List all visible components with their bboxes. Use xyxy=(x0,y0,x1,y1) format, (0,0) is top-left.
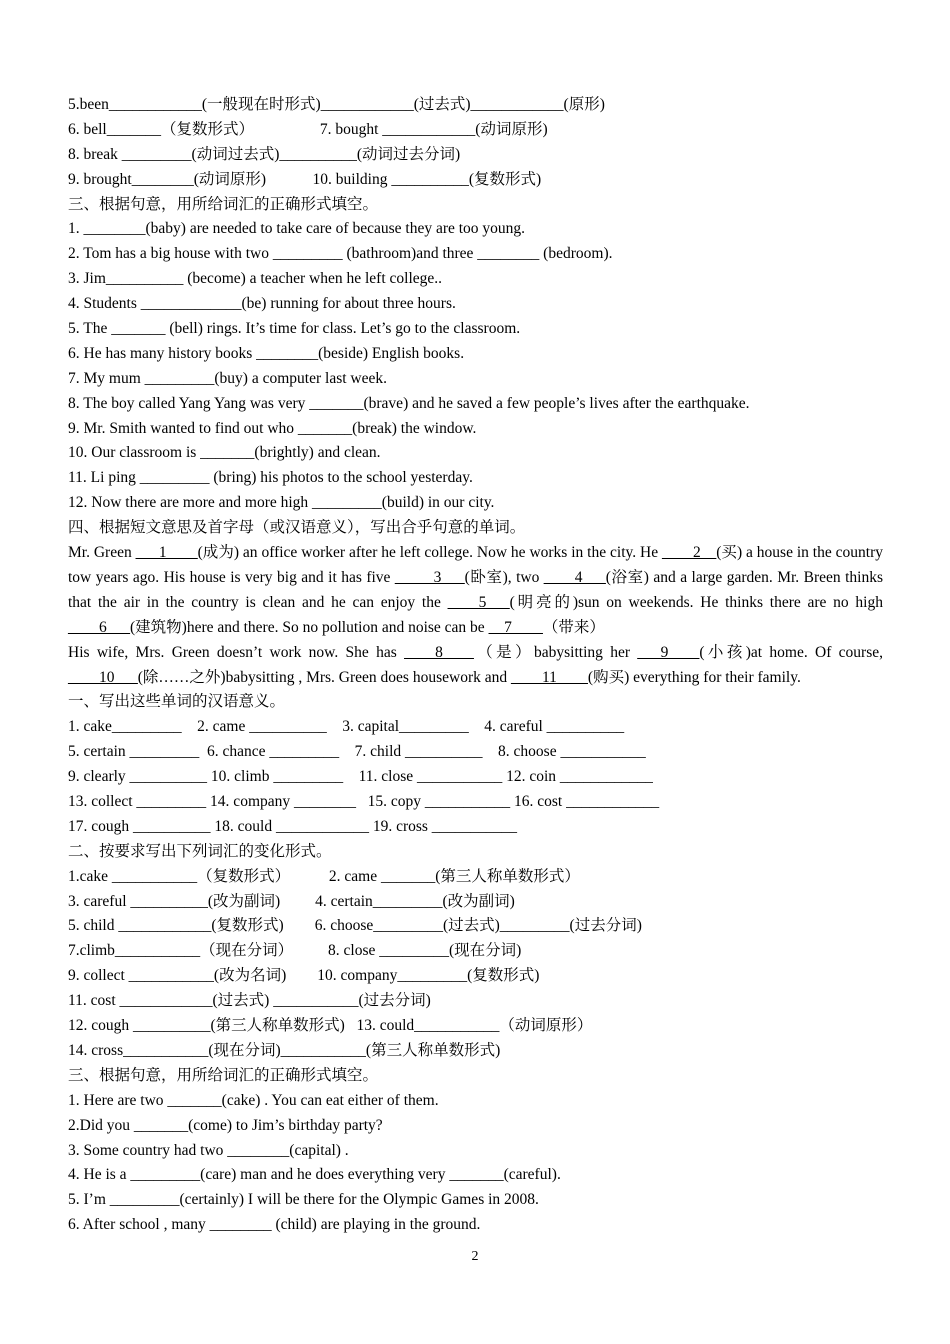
passage-text: (购买) everything for their family. xyxy=(587,668,801,686)
exercise-line: 四、根据短文意思及首字母（或汉语意义），写出合乎句意的单词。 xyxy=(68,519,526,537)
exercise-line: 1.cake ___________（复数形式） 2. came _______(第三人称单数形式） xyxy=(68,867,580,885)
passage-text: Mr. Green xyxy=(68,544,136,562)
exercise-line: 2.Did you _______(come) to Jim’s birthday party? xyxy=(68,1116,383,1134)
answer-blank-11: ____11____ xyxy=(510,668,588,686)
answer-blank-3: _____3___ xyxy=(394,568,465,586)
answer-blank-8: ____8____ xyxy=(404,643,474,661)
answer-blank-2: ____2__ xyxy=(662,544,717,562)
exercise-line: 6. bell_______（复数形式） 7. bought ____________(动词原形) xyxy=(68,120,548,138)
exercise-line: 11. Li ping _________ (bring) his photos to the school yesterday. xyxy=(68,469,473,487)
exercise-line: 2. Tom has a big house with two _________ (bathroom)and three ________ (bedroom). xyxy=(68,245,613,263)
exercise-line: 三、根据句意，用所给词汇的正确形式填空。 xyxy=(68,1066,379,1084)
passage-text: （带来） xyxy=(542,618,605,636)
exercise-line: 12. cough __________(第三人称单数形式) 13. could___________（动词原形） xyxy=(68,1017,593,1035)
exercise-line: 1. cake_________ 2. came __________ 3. capital_________ 4. careful __________ xyxy=(68,718,625,736)
passage-text: (明亮的)sun on weekends. He thinks there are no high xyxy=(509,593,883,611)
passage-text: (除……之外)babysitting , Mrs. Green does housework and xyxy=(137,668,511,686)
passage-text: His wife, Mrs. Green doesn’t work now. She has xyxy=(68,643,405,661)
exercise-line: 1. ________(baby) are needed to take care of because they are too young. xyxy=(68,220,526,238)
answer-blank-9: ___9____ xyxy=(637,643,700,661)
answer-blank-5: ____5___ xyxy=(447,593,510,611)
exercise-line: 5. The _______ (bell) rings. It’s time for class. Let’s go to the classroom. xyxy=(68,320,521,338)
exercise-line: 6. After school , many ________ (child) are playing in the ground. xyxy=(68,1216,481,1234)
exercise-line: 4. Students _____________(be) running for about three hours. xyxy=(68,295,456,313)
passage-paragraph-1 xyxy=(68,541,883,641)
answer-blank-6: ____6___ xyxy=(68,618,130,636)
exercise-line: 9. Mr. Smith wanted to find out who _______(break) the window. xyxy=(68,419,477,437)
exercise-line: 7.climb___________（现在分词） 8. close _________(现在分词) xyxy=(68,942,522,960)
passage-text: (浴室) and a large garden. Mr. Breen thinks that the air in the country is clean and he can enjoy the xyxy=(68,568,883,611)
exercise-line: 17. cough __________ 18. could ____________ 19. cross ___________ xyxy=(68,817,518,835)
passage-text: (建筑物)here and there. So no pollution and noise can be xyxy=(130,618,489,636)
exercise-line: 8. The boy called Yang Yang was very _______(brave) and he saved a few people’s lives after the earthquake. xyxy=(68,394,750,412)
exercise-lines-bottom xyxy=(68,690,883,1238)
answer-blank-10: ____10___ xyxy=(68,668,138,686)
exercise-line: 一、写出这些单词的汉语意义。 xyxy=(68,693,286,711)
exercise-line: 9. brought________(动词原形) 10. building __________(复数形式) xyxy=(68,170,542,188)
answer-blank-1: ___1____ xyxy=(135,544,198,562)
exercise-line: 5. certain _________ 6. chance _________ 7. child __________ 8. choose ___________ xyxy=(68,743,646,761)
passage-text: (成为) an office worker after he left college. Now he works in the city. He xyxy=(197,544,662,562)
answer-blank-7: __7____ xyxy=(488,618,543,636)
exercise-line: 4. He is a _________(care) man and he does everything very _______(careful). xyxy=(68,1166,561,1184)
exercise-line: 3. Some country had two ________(capital) . xyxy=(68,1141,349,1159)
exercise-line: 二、按要求写出下列词汇的变化形式。 xyxy=(68,842,332,860)
exercise-line: 5. I’m _________(certainly) I will be there for the Olympic Games in 2008. xyxy=(68,1191,539,1209)
exercise-line: 三、根据句意，用所给词汇的正确形式填空。 xyxy=(68,195,379,213)
exercise-line: 3. Jim__________ (become) a teacher when he left college.. xyxy=(68,270,443,288)
passage-text: (卧室), two xyxy=(464,568,544,586)
exercise-line: 9. collect ___________(改为名词) 10. company_________(复数形式) xyxy=(68,967,540,985)
passage-paragraph-2 xyxy=(68,641,883,691)
exercise-line: 14. cross___________(现在分词)___________(第三人称单数形式) xyxy=(68,1041,501,1059)
worksheet-page xyxy=(68,93,883,1238)
exercise-line: 3. careful __________(改为副词) 4. certain_________(改为副词) xyxy=(68,892,515,910)
exercise-line: 9. clearly __________ 10. climb _________ 11. close ___________ 12. coin ____________ xyxy=(68,768,653,786)
exercise-line: 5. child ____________(复数形式) 6. choose_________(过去式)_________(过去分词) xyxy=(68,917,642,935)
passage-text: （是）babysitting her xyxy=(473,643,638,661)
exercise-line: 8. break _________(动词过去式)__________(动词过去分词) xyxy=(68,145,461,163)
exercise-line: 1. Here are two _______(cake) . You can eat either of them. xyxy=(68,1091,439,1109)
exercise-line: 5.been____________(一般现在时形式)____________(过去式)____________(原形) xyxy=(68,96,605,113)
passage-text: (买) a house in the country tow years ago. His house is very big and it has five xyxy=(68,544,883,586)
page-number: 2 xyxy=(471,1249,479,1264)
passage-text: (小孩)at home. Of course, xyxy=(699,643,883,661)
exercise-line: 10. Our classroom is _______(brightly) and clean. xyxy=(68,444,381,462)
answer-blank-4: ____4___ xyxy=(543,568,606,586)
exercise-line: 7. My mum _________(buy) a computer last week. xyxy=(68,369,387,387)
exercise-line: 11. cost ____________(过去式) ___________(过去分词) xyxy=(68,992,431,1010)
exercise-line: 6. He has many history books ________(beside) English books. xyxy=(68,344,465,362)
exercise-line: 13. collect _________ 14. company ________ 15. copy ___________ 16. cost ____________ xyxy=(68,793,660,811)
exercise-lines-top xyxy=(68,93,883,541)
exercise-line: 12. Now there are more and more high _________(build) in our city. xyxy=(68,494,495,512)
